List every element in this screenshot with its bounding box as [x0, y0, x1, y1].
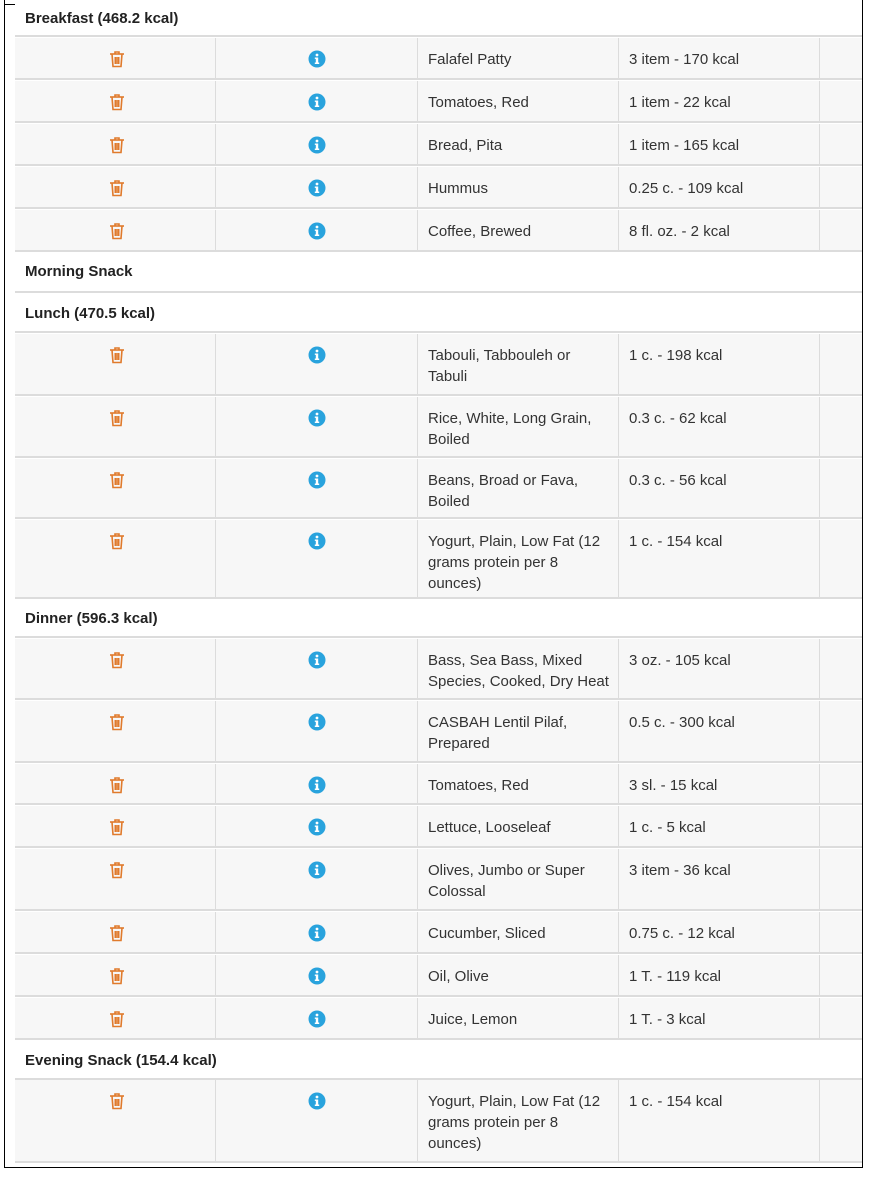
- info-icon[interactable]: [308, 346, 326, 364]
- food-name: Bass, Sea Bass, Mixed Species, Cooked, Dry Heat: [428, 652, 609, 690]
- food-row: [15, 167, 863, 209]
- food-amount: 3 item - 36 kcal: [629, 862, 731, 879]
- info-cell: [215, 38, 417, 78]
- food-amount: 1 T. - 3 kcal: [629, 1011, 706, 1028]
- delete-cell: [15, 210, 215, 250]
- food-row: [15, 210, 863, 252]
- food-row: [15, 459, 863, 519]
- delete-cell: [15, 701, 215, 761]
- food-name-cell: [417, 397, 618, 456]
- food-name-cell: [417, 849, 618, 909]
- extra-cell: [819, 167, 863, 207]
- trash-icon[interactable]: [109, 222, 125, 240]
- extra-cell: [819, 955, 863, 995]
- food-row: [15, 912, 863, 954]
- delete-cell: [15, 167, 215, 207]
- trash-icon[interactable]: [109, 50, 125, 68]
- info-icon[interactable]: [308, 50, 326, 68]
- delete-cell: [15, 639, 215, 698]
- info-icon[interactable]: [308, 651, 326, 669]
- delete-cell: [15, 998, 215, 1038]
- food-amount: 3 sl. - 15 kcal: [629, 777, 718, 794]
- delete-cell: [15, 81, 215, 121]
- trash-icon[interactable]: [109, 471, 125, 489]
- trash-icon[interactable]: [109, 136, 125, 154]
- food-row: [15, 955, 863, 997]
- meal-header: [15, 600, 863, 638]
- info-cell: [215, 397, 417, 456]
- trash-icon[interactable]: [109, 179, 125, 197]
- extra-cell: [819, 124, 863, 164]
- food-amount: 0.75 c. - 12 kcal: [629, 925, 735, 942]
- food-name: Olives, Jumbo or Super Colossal: [428, 862, 585, 900]
- info-icon[interactable]: [308, 1092, 326, 1110]
- food-row: [15, 520, 863, 599]
- food-name-cell: [417, 806, 618, 846]
- delete-cell: [15, 397, 215, 456]
- info-cell: [215, 912, 417, 952]
- delete-cell: [15, 806, 215, 846]
- food-name: Oil, Olive: [428, 968, 489, 985]
- food-amount: 1 c. - 5 kcal: [629, 819, 706, 836]
- food-amount: 1 c. - 198 kcal: [629, 347, 723, 364]
- amount-cell: [618, 124, 819, 164]
- trash-icon[interactable]: [109, 346, 125, 364]
- amount-cell: [618, 397, 819, 456]
- delete-cell: [15, 38, 215, 78]
- info-cell: [215, 459, 417, 517]
- trash-icon[interactable]: [109, 93, 125, 111]
- meal-title: Evening Snack (154.4 kcal): [25, 1052, 217, 1069]
- food-amount: 3 item - 170 kcal: [629, 51, 740, 68]
- extra-cell: [819, 849, 863, 909]
- info-icon[interactable]: [308, 861, 326, 879]
- amount-cell: [618, 520, 819, 597]
- trash-icon[interactable]: [109, 532, 125, 550]
- info-cell: [215, 167, 417, 207]
- amount-cell: [618, 167, 819, 207]
- food-row: [15, 806, 863, 848]
- food-log-panel: [4, 0, 863, 1168]
- food-row: [15, 639, 863, 700]
- info-cell: [215, 955, 417, 995]
- food-amount: 0.3 c. - 56 kcal: [629, 472, 727, 489]
- amount-cell: [618, 955, 819, 995]
- food-name: Cucumber, Sliced: [428, 925, 546, 942]
- info-cell: [215, 210, 417, 250]
- info-cell: [215, 701, 417, 761]
- extra-cell: [819, 520, 863, 597]
- amount-cell: [618, 806, 819, 846]
- trash-icon[interactable]: [109, 713, 125, 731]
- food-name-cell: [417, 124, 618, 164]
- food-row: [15, 1080, 863, 1163]
- food-name: Tomatoes, Red: [428, 777, 529, 794]
- meal-title: Dinner (596.3 kcal): [25, 610, 158, 627]
- food-name: Tabouli, Tabbouleh or Tabuli: [428, 347, 571, 385]
- food-name-cell: [417, 334, 618, 394]
- extra-cell: [819, 210, 863, 250]
- meal-title: Breakfast (468.2 kcal): [25, 10, 179, 27]
- trash-icon[interactable]: [109, 1010, 125, 1028]
- amount-cell: [618, 998, 819, 1038]
- info-icon[interactable]: [308, 93, 326, 111]
- food-name-cell: [417, 1080, 618, 1161]
- amount-cell: [618, 334, 819, 394]
- info-icon[interactable]: [308, 179, 326, 197]
- food-amount: 1 c. - 154 kcal: [629, 533, 723, 550]
- info-cell: [215, 124, 417, 164]
- food-amount: 1 T. - 119 kcal: [629, 968, 721, 985]
- food-row: [15, 397, 863, 458]
- trash-icon[interactable]: [109, 409, 125, 427]
- info-icon[interactable]: [308, 1010, 326, 1028]
- info-cell: [215, 1080, 417, 1161]
- trash-icon[interactable]: [109, 861, 125, 879]
- info-icon[interactable]: [308, 136, 326, 154]
- info-cell: [215, 849, 417, 909]
- food-name-cell: [417, 998, 618, 1038]
- meal-header: [15, 295, 863, 333]
- food-name: Coffee, Brewed: [428, 223, 532, 240]
- extra-cell: [819, 397, 863, 456]
- food-row: [15, 38, 863, 80]
- info-cell: [215, 520, 417, 597]
- extra-cell: [819, 912, 863, 952]
- amount-cell: [618, 701, 819, 761]
- meal-header: [15, 0, 863, 37]
- extra-cell: [819, 764, 863, 803]
- food-amount: 8 fl. oz. - 2 kcal: [629, 223, 730, 240]
- delete-cell: [15, 124, 215, 164]
- extra-cell: [819, 701, 863, 761]
- info-cell: [215, 806, 417, 846]
- food-name: Juice, Lemon: [428, 1011, 518, 1028]
- delete-cell: [15, 334, 215, 394]
- extra-cell: [819, 1080, 863, 1161]
- delete-cell: [15, 912, 215, 952]
- food-name: Hummus: [428, 180, 489, 197]
- food-row: [15, 764, 863, 805]
- delete-cell: [15, 520, 215, 597]
- delete-cell: [15, 849, 215, 909]
- food-amount: 0.3 c. - 62 kcal: [629, 410, 727, 427]
- food-name: Beans, Broad or Fava, Boiled: [428, 472, 579, 510]
- info-icon[interactable]: [308, 713, 326, 731]
- trash-icon[interactable]: [109, 924, 125, 942]
- extra-cell: [819, 81, 863, 121]
- info-icon[interactable]: [308, 409, 326, 427]
- food-name-cell: [417, 38, 618, 78]
- extra-cell: [819, 334, 863, 394]
- food-amount: 1 c. - 154 kcal: [629, 1093, 723, 1110]
- extra-cell: [819, 639, 863, 698]
- info-icon[interactable]: [308, 776, 326, 794]
- food-name-cell: [417, 210, 618, 250]
- food-row: [15, 81, 863, 123]
- food-row: [15, 849, 863, 911]
- amount-cell: [618, 459, 819, 517]
- info-cell: [215, 764, 417, 803]
- food-amount: 0.25 c. - 109 kcal: [629, 180, 744, 197]
- amount-cell: [618, 639, 819, 698]
- amount-cell: [618, 912, 819, 952]
- delete-cell: [15, 1080, 215, 1161]
- food-name: Yogurt, Plain, Low Fat (12 grams protein per 8 ounces): [428, 1093, 601, 1152]
- trash-icon[interactable]: [109, 1092, 125, 1110]
- info-icon[interactable]: [308, 222, 326, 240]
- info-cell: [215, 334, 417, 394]
- info-icon[interactable]: [308, 818, 326, 836]
- food-name-cell: [417, 912, 618, 952]
- food-name: Lettuce, Looseleaf: [428, 819, 551, 836]
- info-icon[interactable]: [308, 532, 326, 550]
- meal-title: Lunch (470.5 kcal): [25, 305, 156, 322]
- food-name-cell: [417, 639, 618, 698]
- food-name: Bread, Pita: [428, 137, 503, 154]
- amount-cell: [618, 764, 819, 803]
- extra-cell: [819, 998, 863, 1038]
- info-icon[interactable]: [308, 471, 326, 489]
- food-name: Tomatoes, Red: [428, 94, 529, 111]
- amount-cell: [618, 1080, 819, 1161]
- food-row: [15, 701, 863, 763]
- delete-cell: [15, 459, 215, 517]
- info-icon[interactable]: [308, 967, 326, 985]
- trash-icon[interactable]: [109, 818, 125, 836]
- amount-cell: [618, 849, 819, 909]
- extra-cell: [819, 38, 863, 78]
- food-name: Yogurt, Plain, Low Fat (12 grams protein per 8 ounces): [428, 533, 601, 592]
- food-name-cell: [417, 81, 618, 121]
- food-name-cell: [417, 167, 618, 207]
- food-name-cell: [417, 520, 618, 597]
- delete-cell: [15, 764, 215, 803]
- food-row: [15, 334, 863, 396]
- amount-cell: [618, 210, 819, 250]
- food-amount: 1 item - 165 kcal: [629, 137, 740, 154]
- food-name: Falafel Patty: [428, 51, 512, 68]
- amount-cell: [618, 81, 819, 121]
- meal-title: Morning Snack: [25, 263, 133, 280]
- food-name-cell: [417, 955, 618, 995]
- food-row: [15, 998, 863, 1040]
- extra-cell: [819, 806, 863, 846]
- food-amount: 1 item - 22 kcal: [629, 94, 731, 111]
- info-icon[interactable]: [308, 924, 326, 942]
- info-cell: [215, 998, 417, 1038]
- meal-header: [15, 1042, 863, 1080]
- food-name: CASBAH Lentil Pilaf, Prepared: [428, 714, 568, 752]
- trash-icon[interactable]: [109, 651, 125, 669]
- extra-cell: [819, 459, 863, 517]
- delete-cell: [15, 955, 215, 995]
- trash-icon[interactable]: [109, 967, 125, 985]
- food-name: Rice, White, Long Grain, Boiled: [428, 410, 592, 448]
- food-row: [15, 124, 863, 166]
- info-cell: [215, 639, 417, 698]
- food-amount: 3 oz. - 105 kcal: [629, 652, 731, 669]
- trash-icon[interactable]: [109, 776, 125, 794]
- info-cell: [215, 81, 417, 121]
- food-name-cell: [417, 459, 618, 517]
- food-amount: 0.5 c. - 300 kcal: [629, 714, 735, 731]
- food-name-cell: [417, 701, 618, 761]
- amount-cell: [618, 38, 819, 78]
- food-name-cell: [417, 764, 618, 803]
- meal-header: [15, 253, 863, 293]
